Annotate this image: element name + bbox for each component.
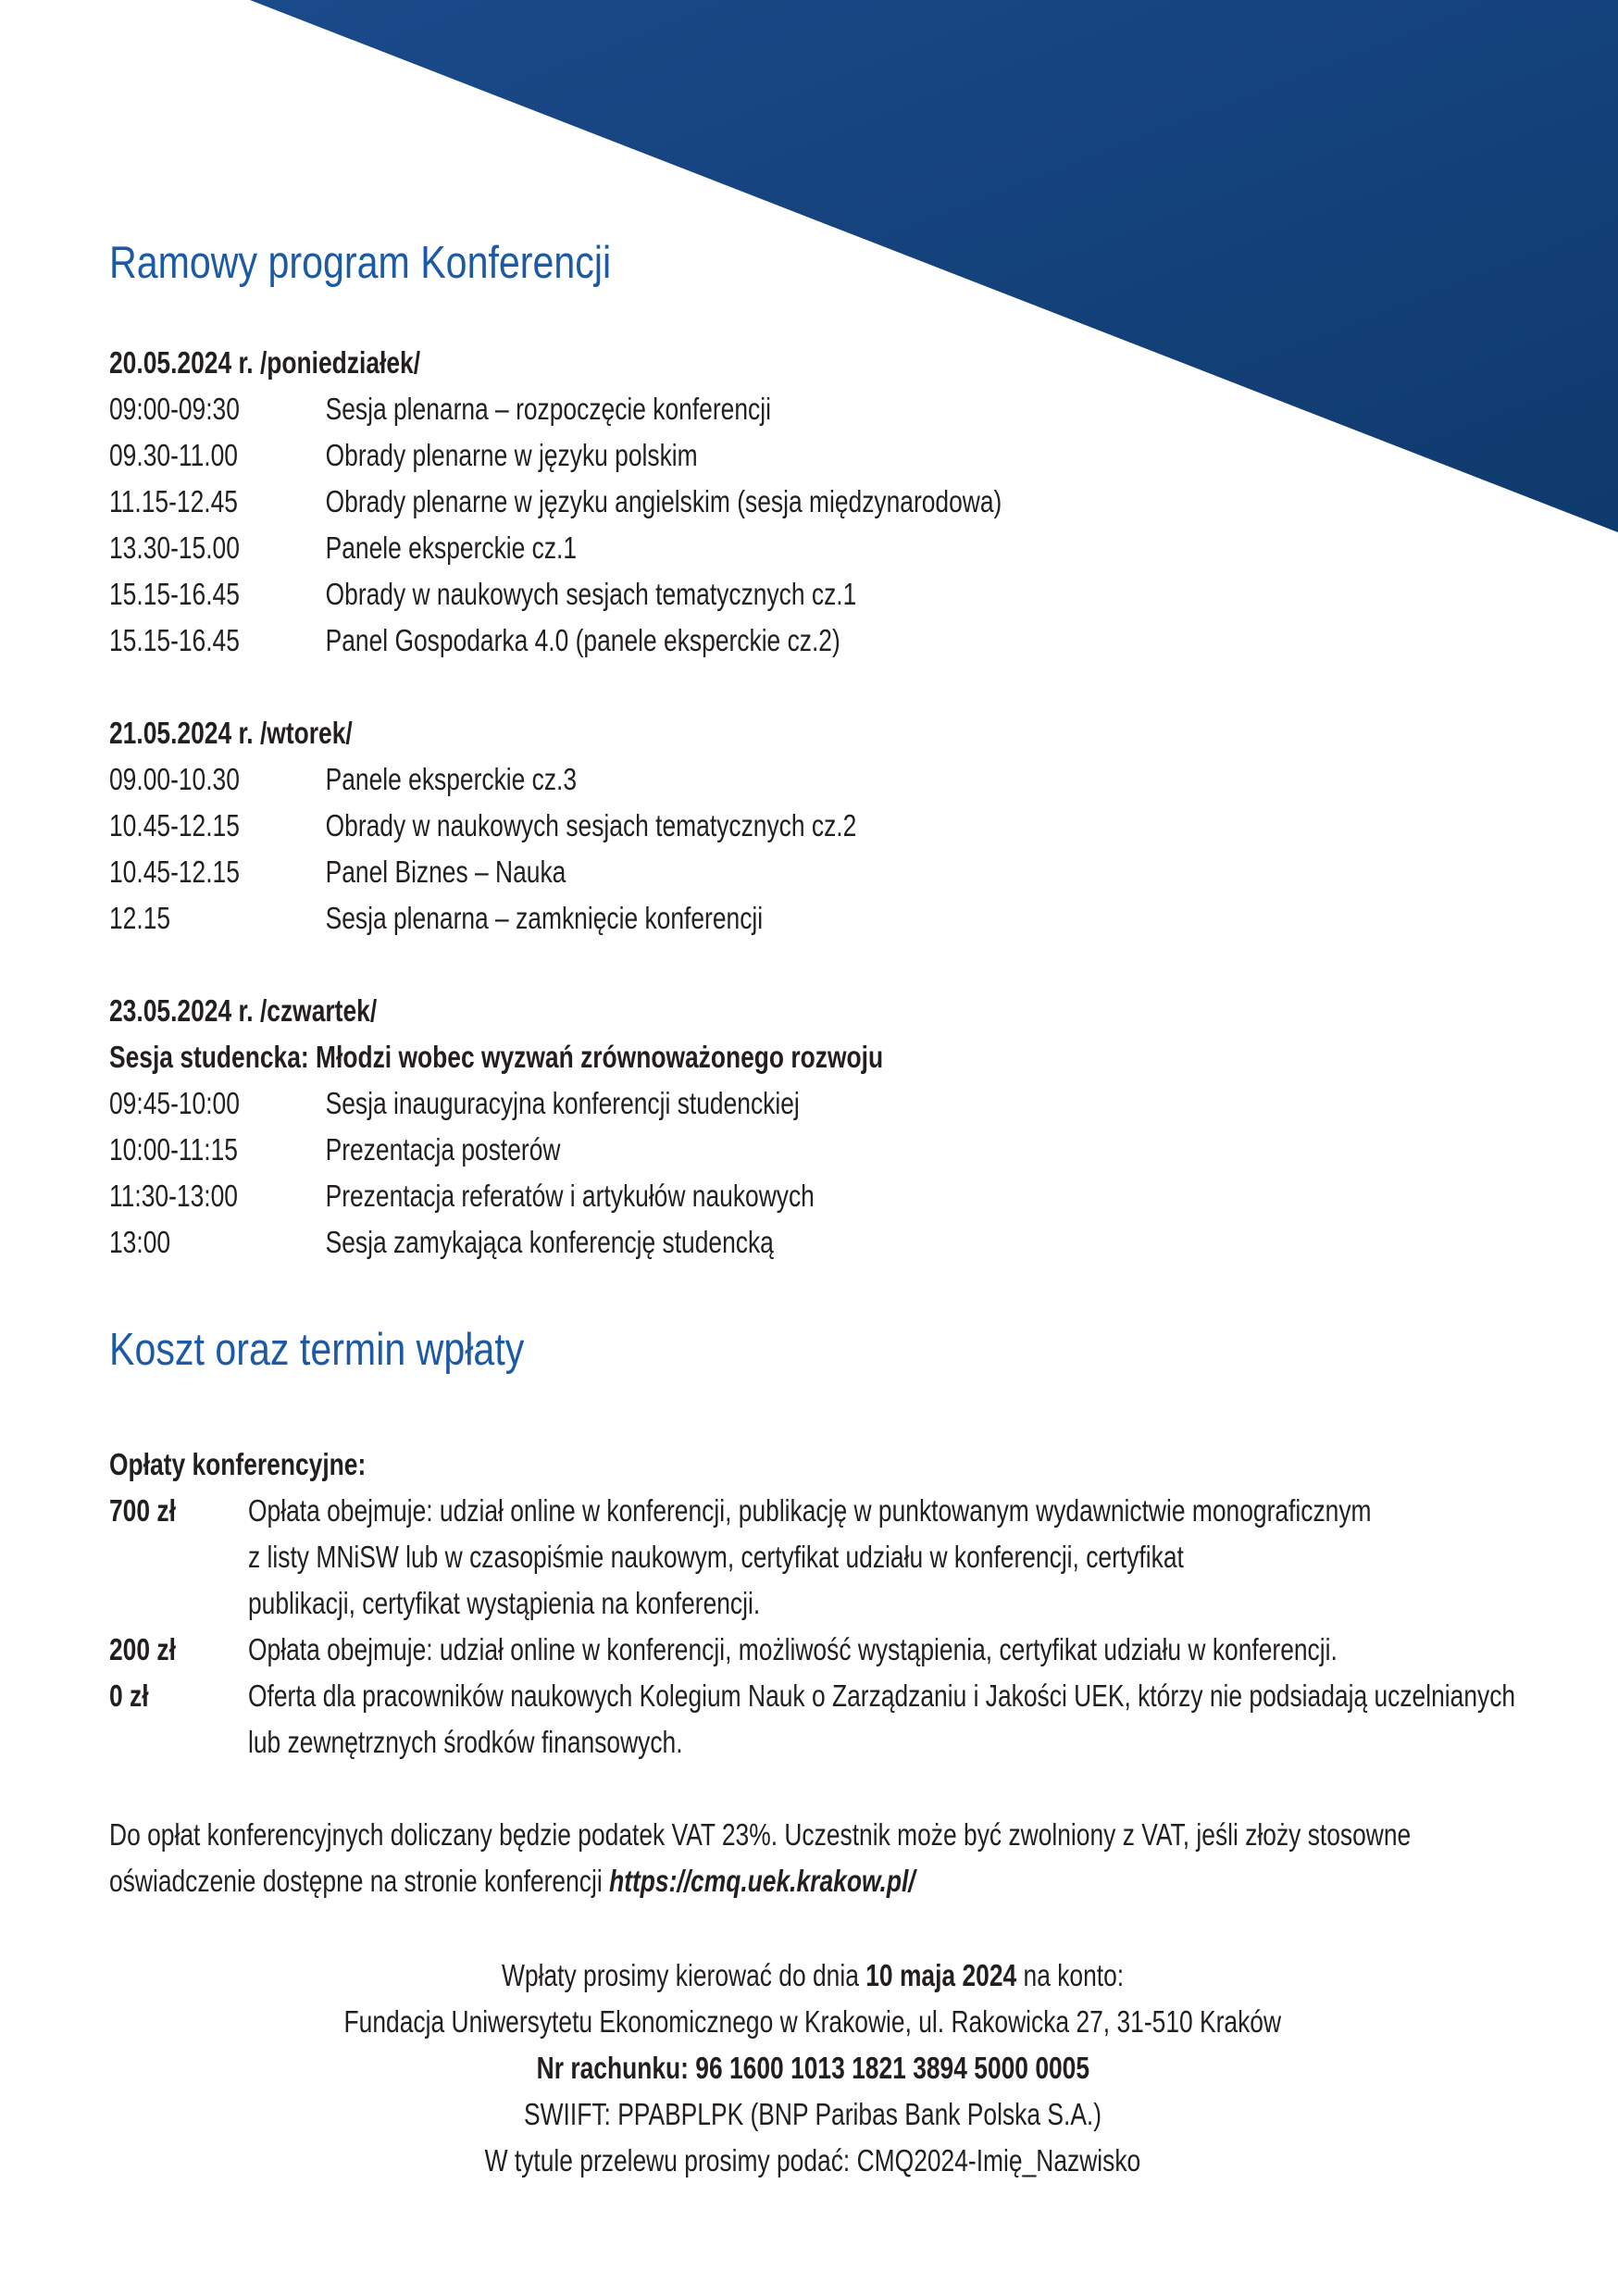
swift-code-text: SWIIFT: PPABPLPK (BNP Paribas Bank Polska S.A.) — [523, 2097, 1102, 2131]
schedule-row — [109, 391, 771, 428]
schedule-text: Obrady w naukowych sesjach tematycznych cz.1 — [325, 577, 857, 611]
schedule-text: Prezentacja posterów — [325, 1132, 561, 1167]
payment-recipient-text: Fundacja Uniwersytetu Ekonomicznego w Krakowie, ul. Rakowicka 27, 31-510 Kraków — [343, 2004, 1282, 2039]
schedule-row — [109, 437, 698, 474]
day1-heading: 20.05.2024 r. /poniedziałek/ — [109, 345, 421, 380]
schedule-time: 10:00-11:15 — [109, 1132, 238, 1167]
bank-account-text: Nr rachunku: 96 1600 1013 1821 3894 5000 0005 — [536, 2051, 1089, 2085]
fee-price: 200 zł — [109, 1632, 176, 1666]
schedule-time: 09:45-10:00 — [109, 1086, 240, 1120]
schedule-row — [109, 1178, 815, 1215]
fee-description: Oferta dla pracowników naukowych Kolegium Nauk o Zarządzaniu i Jakości UEK, którzy nie podsiadają uczelnianych — [248, 1678, 1516, 1713]
schedule-text: Prezentacja referatów i artykułów naukowych — [325, 1179, 815, 1213]
day3-heading: 23.05.2024 r. /czwartek/ — [109, 993, 378, 1028]
schedule-time: 11.15-12.45 — [109, 484, 238, 518]
fee-price: 700 zł — [109, 1493, 176, 1528]
fees-label: Opłaty konferencyjne: — [109, 1447, 367, 1481]
fee-description: z listy MNiSW lub w czasopiśmie naukowym, certyfikat udziału w konferencji, certyfikat — [248, 1540, 1184, 1574]
fee-description: Opłata obejmuje: udział online w konferencji, publikację w punktowanym wydawnictwie monograficznym — [248, 1493, 1372, 1528]
schedule-text: Panel Biznes – Nauka — [325, 855, 566, 889]
schedule-row — [109, 854, 566, 891]
program-title: Ramowy program Konferencji — [109, 238, 612, 288]
schedule-time: 15.15-16.45 — [109, 577, 240, 611]
transfer-title — [109, 2142, 1516, 2179]
fees-title: Koszt oraz termin wpłaty — [109, 1325, 525, 1375]
schedule-text: Panele eksperckie cz.3 — [325, 762, 578, 796]
schedule-time: 12.15 — [109, 901, 171, 935]
payment-deadline — [109, 1957, 1516, 1994]
vat-note: Do opłat konferencyjnych doliczany będzie podatek VAT 23%. Uczestnik może być zwolniony z VAT, jeśli złoży stosowne — [109, 1817, 1412, 1852]
fee-description: Opłata obejmuje: udział online w konferencji, możliwość wystąpienia, certyfikat udziału w konferencji. — [248, 1632, 1338, 1666]
schedule-row — [109, 761, 577, 798]
vat-note-continued — [109, 1863, 915, 1900]
schedule-text: Sesja inauguracyjna konferencji studenckiej — [325, 1086, 800, 1120]
schedule-text: Sesja zamykająca konferencję studencką — [325, 1225, 774, 1259]
payment-deadline-text: Wpłaty prosimy kierować do dnia — [501, 1958, 866, 1992]
schedule-text: Obrady plenarne w języku angielskim (sesja międzynarodowa) — [325, 484, 1002, 518]
schedule-text: Obrady w naukowych sesjach tematycznych cz.2 — [325, 808, 857, 842]
fee-description: publikacji, certyfikat wystąpienia na konferencji. — [248, 1586, 761, 1620]
payment-recipient — [109, 2003, 1516, 2040]
payment-deadline-date: 10 maja 2024 — [865, 1958, 1017, 1992]
schedule-row — [109, 483, 1002, 520]
schedule-time: 09.30-11.00 — [109, 438, 238, 472]
schedule-time: 15.15-16.45 — [109, 623, 240, 657]
schedule-row — [109, 530, 577, 567]
schedule-text: Sesja plenarna – rozpoczęcie konferencji — [325, 392, 771, 426]
schedule-time: 11:30-13:00 — [109, 1179, 238, 1213]
schedule-row — [109, 1131, 560, 1168]
schedule-row — [109, 1085, 800, 1122]
schedule-text: Panel Gospodarka 4.0 (panele eksperckie cz.2) — [325, 623, 840, 657]
bank-account — [109, 2050, 1516, 2087]
schedule-time: 09:00-09:30 — [109, 392, 240, 426]
schedule-time: 13:00 — [109, 1225, 171, 1259]
fee-description: lub zewnętrznych środków finansowych. — [248, 1725, 683, 1759]
transfer-title-text: W tytule przelewu prosimy podać: CMQ2024-Imię_Nazwisko — [484, 2143, 1141, 2177]
schedule-row — [109, 807, 856, 844]
schedule-text: Obrady plenarne w języku polskim — [325, 438, 698, 472]
schedule-time: 10.45-12.15 — [109, 808, 240, 842]
swift-code — [109, 2096, 1516, 2133]
schedule-text: Panele eksperckie cz.1 — [325, 530, 578, 565]
student-session-heading: Sesja studencka: Młodzi wobec wyzwań zrównoważonego rozwoju — [109, 1040, 884, 1074]
schedule-row — [109, 1224, 774, 1261]
vat-note-text: oświadczenie dostępne na stronie konferencji — [109, 1864, 610, 1898]
schedule-row — [109, 576, 856, 613]
schedule-text: Sesja plenarna – zamknięcie konferencji — [325, 901, 764, 935]
schedule-time: 10.45-12.15 — [109, 855, 240, 889]
schedule-time: 13.30-15.00 — [109, 530, 240, 565]
schedule-row — [109, 900, 763, 937]
schedule-time: 09.00-10.30 — [109, 762, 240, 796]
payment-deadline-suffix: na konto: — [1016, 1958, 1125, 1992]
conference-url-link[interactable]: https://cmq.uek.krakow.pl/ — [609, 1864, 915, 1898]
schedule-row — [109, 622, 840, 659]
fee-price: 0 zł — [109, 1678, 149, 1713]
day2-heading: 21.05.2024 r. /wtorek/ — [109, 716, 353, 750]
